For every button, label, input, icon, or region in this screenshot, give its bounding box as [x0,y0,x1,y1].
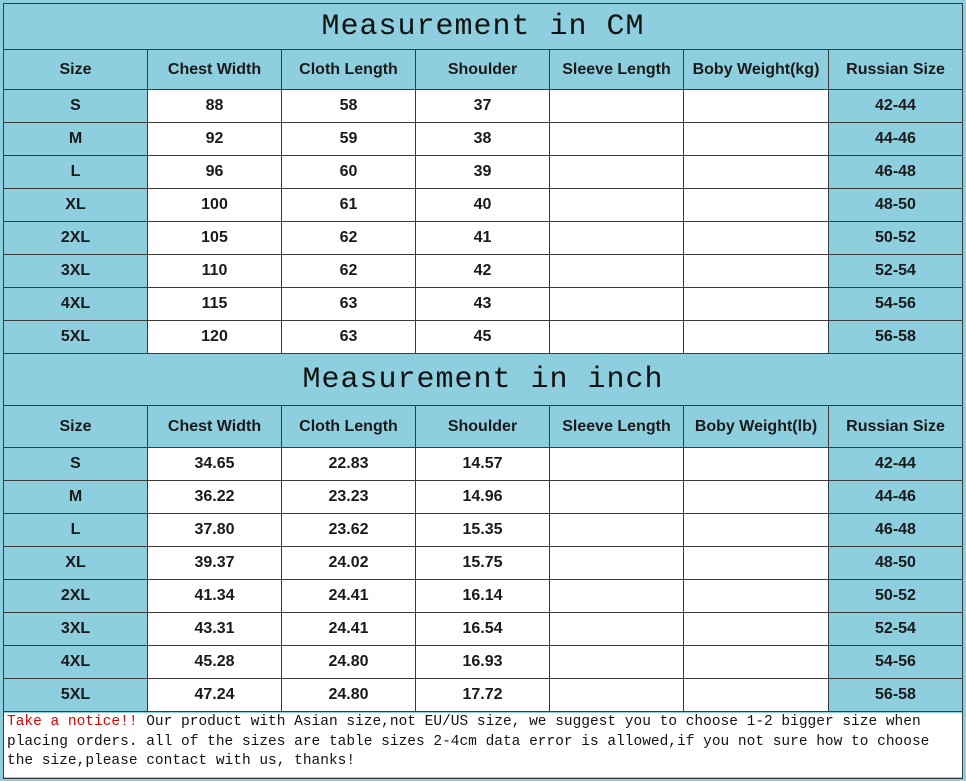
inch-table-cell: 5XL [4,679,148,712]
inch-table-cell: 14.57 [416,448,550,481]
cm-table-cell: 46-48 [829,156,963,189]
cm-table-cell: 43 [416,288,550,321]
cm-table-cell: 41 [416,222,550,255]
cm-table-cell [684,288,829,321]
cm-table-cell: 60 [282,156,416,189]
cm-table-cell: 42-44 [829,90,963,123]
inch-table-cell [550,679,684,712]
cm-table-cell: 110 [148,255,282,288]
cm-table-cell: 54-56 [829,288,963,321]
inch-table-cell [550,646,684,679]
inch-table-column-header: Sleeve Length [550,406,684,448]
cm-table-cell [550,156,684,189]
cm-table-cell: 45 [416,321,550,354]
inch-table-cell: 17.72 [416,679,550,712]
cm-table-cell: 4XL [4,288,148,321]
inch-table-cell: 47.24 [148,679,282,712]
cm-table-cell: 120 [148,321,282,354]
inch-table-cell: 24.41 [282,613,416,646]
inch-table-cell: 24.02 [282,547,416,580]
inch-table-cell: 52-54 [829,613,963,646]
cm-table-cell [684,222,829,255]
inch-table-cell [550,481,684,514]
inch-table-column-header: Russian Size [829,406,963,448]
inch-table-title: Measurement in inch [4,354,963,406]
inch-table-cell [684,448,829,481]
cm-table-cell: 88 [148,90,282,123]
inch-table-cell: S [4,448,148,481]
cm-table-cell: M [4,123,148,156]
cm-table-cell [684,255,829,288]
cm-table-column-header: Russian Size [829,50,963,90]
inch-table-cell: 24.41 [282,580,416,613]
inch-table-cell: 39.37 [148,547,282,580]
inch-table-cell: 50-52 [829,580,963,613]
inch-table-column-header: Boby Weight(lb) [684,406,829,448]
inch-table-cell: 44-46 [829,481,963,514]
cm-table-cell [550,222,684,255]
inch-table-cell [684,514,829,547]
cm-table-cell: 2XL [4,222,148,255]
inch-table-cell [684,481,829,514]
cm-table-cell: 62 [282,222,416,255]
cm-table-cell: 61 [282,189,416,222]
inch-table-column-header: Shoulder [416,406,550,448]
cm-table-cell: 100 [148,189,282,222]
cm-table-cell: 40 [416,189,550,222]
inch-table-cell: 15.35 [416,514,550,547]
inch-table-cell [684,646,829,679]
cm-table-column-header: Sleeve Length [550,50,684,90]
cm-table-cell: 63 [282,288,416,321]
cm-table-cell: 50-52 [829,222,963,255]
inch-table-cell [550,547,684,580]
cm-table-cell: 63 [282,321,416,354]
cm-table-cell [550,90,684,123]
inch-table-cell: 14.96 [416,481,550,514]
cm-table-cell: 96 [148,156,282,189]
inch-table-cell: 42-44 [829,448,963,481]
cm-table-cell: S [4,90,148,123]
inch-table-cell: 23.62 [282,514,416,547]
cm-table-cell: 38 [416,123,550,156]
inch-table-cell [550,580,684,613]
cm-table-cell: 58 [282,90,416,123]
cm-table-cell [684,123,829,156]
inch-table-column-header: Chest Width [148,406,282,448]
inch-table-cell: 46-48 [829,514,963,547]
inch-table-cell: 43.31 [148,613,282,646]
inch-table-cell [684,613,829,646]
inch-table-cell: 23.23 [282,481,416,514]
cm-table-cell: 52-54 [829,255,963,288]
cm-table-column-header: Chest Width [148,50,282,90]
inch-table-cell [684,679,829,712]
inch-table-cell [550,514,684,547]
cm-table-cell: 39 [416,156,550,189]
inch-table-cell: M [4,481,148,514]
inch-table-column-header: Cloth Length [282,406,416,448]
cm-table-cell [684,156,829,189]
cm-table-cell [550,123,684,156]
inch-table-cell: 45.28 [148,646,282,679]
inch-table-cell: 24.80 [282,679,416,712]
cm-table-cell [550,189,684,222]
cm-table-cell: 105 [148,222,282,255]
cm-table-cell: 56-58 [829,321,963,354]
inch-table-cell: L [4,514,148,547]
cm-table-cell: 37 [416,90,550,123]
cm-table-cell: 59 [282,123,416,156]
cm-table-cell: 3XL [4,255,148,288]
cm-table-cell: 92 [148,123,282,156]
inch-table-cell [550,448,684,481]
cm-table-column-header: Size [4,50,148,90]
cm-table-cell [684,90,829,123]
inch-table-cell: 16.93 [416,646,550,679]
cm-table-cell [550,255,684,288]
notice-warning: Take a notice!! [7,714,138,730]
cm-table-cell [550,321,684,354]
inch-table-cell: 37.80 [148,514,282,547]
inch-table-cell: 54-56 [829,646,963,679]
cm-table-cell: XL [4,189,148,222]
inch-table-cell: 16.14 [416,580,550,613]
inch-table-cell: 16.54 [416,613,550,646]
cm-table-cell: L [4,156,148,189]
inch-table-cell: 34.65 [148,448,282,481]
inch-table-cell [684,547,829,580]
inch-table-cell: 41.34 [148,580,282,613]
inch-table-cell [550,613,684,646]
inch-table-cell: 2XL [4,580,148,613]
inch-table-cell: 4XL [4,646,148,679]
cm-table-cell: 115 [148,288,282,321]
cm-table-cell [550,288,684,321]
inch-table-cell: 48-50 [829,547,963,580]
cm-table-cell: 44-46 [829,123,963,156]
cm-table-column-header: Cloth Length [282,50,416,90]
inch-table-cell: 56-58 [829,679,963,712]
inch-table-cell [684,580,829,613]
inch-table-cell: 3XL [4,613,148,646]
inch-table-cell: XL [4,547,148,580]
inch-table-column-header: Size [4,406,148,448]
notice-text: Our product with Asian size,not EU/US size, we suggest you to choose 1-2 bigger size when placing orders. all of the sizes are table sizes 2-4cm data error is allowed,if you not sure how to choose the size,please contact with us, thanks! [7,714,930,769]
cm-table-cell [684,189,829,222]
size-notice [4,713,962,777]
cm-table-column-header: Boby Weight(kg) [684,50,829,90]
inch-table-cell: 22.83 [282,448,416,481]
cm-table-cell: 5XL [4,321,148,354]
cm-table-column-header: Shoulder [416,50,550,90]
inch-table-cell: 24.80 [282,646,416,679]
cm-table-cell: 62 [282,255,416,288]
cm-table-cell [684,321,829,354]
inch-table-cell: 36.22 [148,481,282,514]
cm-table-title: Measurement in CM [4,4,963,50]
inch-table-cell: 15.75 [416,547,550,580]
cm-table-cell: 42 [416,255,550,288]
cm-table-cell: 48-50 [829,189,963,222]
